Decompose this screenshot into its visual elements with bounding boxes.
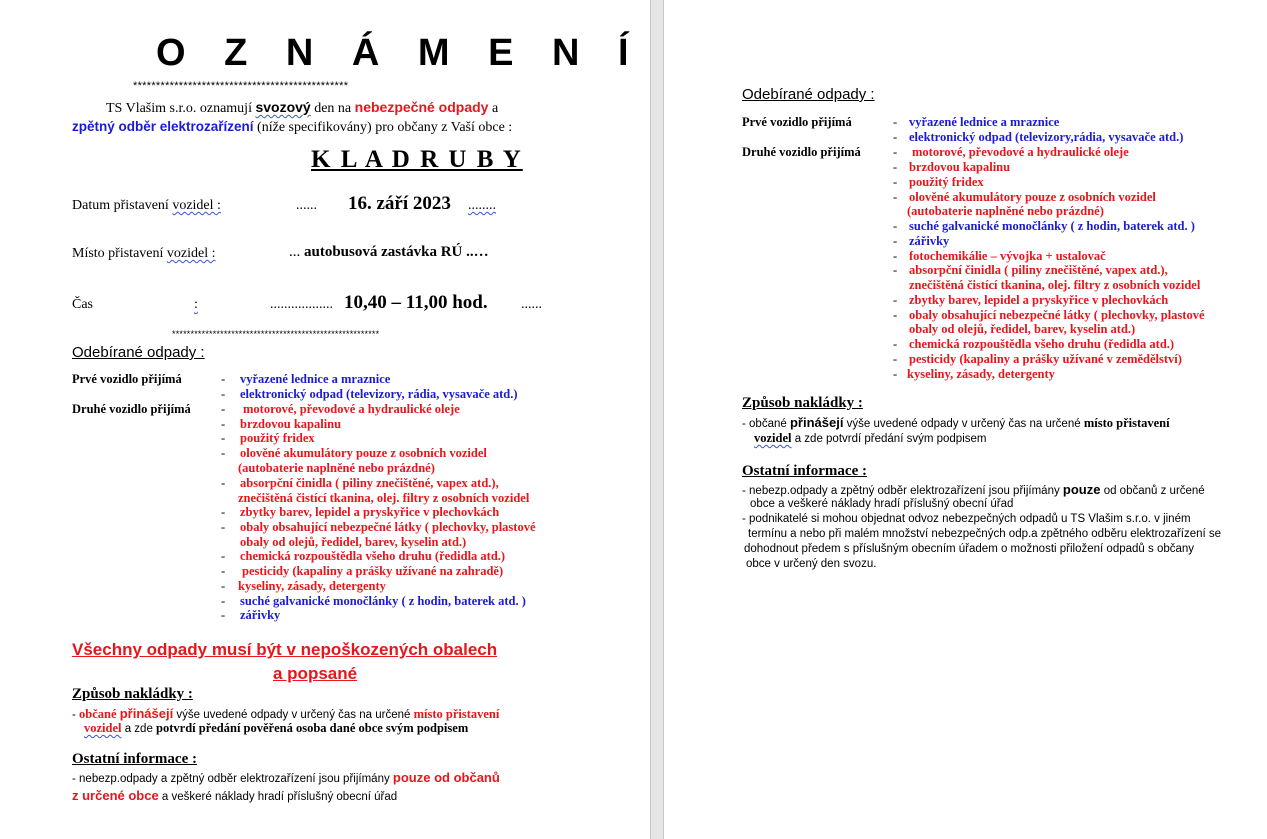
time-label: Čas: [72, 297, 93, 312]
list-item: kyseliny, zásady, detergenty: [907, 367, 1055, 381]
list-dash: -: [893, 145, 898, 159]
list-dash: -: [893, 115, 898, 129]
list-dash: -: [893, 175, 898, 189]
other-info-line-1: - nebezp.odpady a zpětný odběr elektrozařízení jsou přijímány pouze od občanů z určené: [742, 482, 1205, 497]
date-dots-after: ........: [468, 198, 496, 213]
list-item: olověné akumulátory pouze z osobních vozidel: [240, 446, 487, 460]
vehicle-1-label: Prvé vozidlo přijímá: [72, 372, 182, 386]
list-dash: -: [893, 367, 898, 381]
waste-heading: Odebírané odpady :: [72, 344, 205, 361]
star-divider-mid: ********************************************************: [172, 329, 380, 339]
date-value: 16. září 2023: [348, 193, 451, 214]
document-page-2: [664, 0, 1267, 839]
list-dash: -: [221, 446, 226, 460]
intro-line-2: zpětný odběr elektrozařízení (níže specifikovány) pro občany z Vaší obce :: [72, 119, 513, 135]
list-dash: -: [221, 372, 226, 386]
time-dots: ..................: [270, 297, 333, 312]
loading-heading: Způsob nakládky :: [742, 395, 863, 411]
list-item: elektronický odpad (televizory,rádia, vysavače atd.): [909, 130, 1184, 144]
other-info-heading: Ostatní informace :: [72, 751, 197, 767]
list-dash: -: [893, 308, 898, 322]
list-dash: -: [893, 352, 898, 366]
list-item: vyřazené lednice a mraznice: [240, 372, 391, 386]
warning-line-1: Všechny odpady musí být v nepoškozených obalech: [72, 640, 498, 659]
vehicle-2-label: Druhé vozidlo přijímá: [72, 402, 191, 416]
other-info-line-1: - nebezp.odpady a zpětný odběr elektrozařízení jsou přijímány pouze od občanů: [72, 770, 500, 785]
list-dash: -: [221, 476, 226, 490]
list-dash: -: [221, 594, 226, 608]
other-info-line-5: dohodnout předem s příslušným obecním úřadem o možnosti přiložení odpadů s občany: [744, 543, 1195, 555]
other-info-line-3: - podnikatelé si mohou objednat odvoz nebezpečných odpadů u TS Vlašim s.r.o. v jiném: [742, 513, 1191, 525]
place-value: ... autobusová zastávka RÚ ..…: [289, 244, 489, 260]
list-dash: -: [893, 249, 898, 263]
list-dash: -: [893, 160, 898, 174]
list-item: brzdovou kapalinu: [240, 417, 342, 431]
list-item: olověné akumulátory pouze z osobních vozidel: [909, 190, 1156, 204]
star-divider-top: ***********************************************: [133, 80, 349, 92]
list-item: kyseliny, zásady, detergenty: [238, 579, 386, 593]
list-dash: -: [893, 234, 898, 248]
list-item: (autobaterie naplněné nebo prázdné): [907, 204, 1104, 218]
other-info-line-2: obce a veškeré náklady hradí příslušný obecní úřad: [750, 498, 1014, 510]
list-item: zbytky barev, lepidel a pryskyřice v plechovkách: [909, 293, 1169, 307]
list-item: obaly obsahující nebezpečné látky ( plechovky, plastové: [909, 308, 1205, 322]
warning-line-2: a popsané: [273, 664, 358, 683]
list-dash: -: [221, 387, 226, 401]
loading-line-1: - občané přinášejí výše uvedené odpady v určený čas na určené místo přistavení: [72, 706, 500, 721]
page-gap: [650, 0, 664, 839]
vehicle-1-label: Prvé vozidlo přijímá: [742, 115, 852, 129]
list-item: suché galvanické monočlánky ( z hodin, baterek atd. ): [909, 219, 1195, 233]
list-item: znečištěná čistící tkanina, olej. filtry z osobních vozidel: [238, 491, 530, 505]
list-item: motorové, převodové a hydraulické oleje: [243, 402, 460, 416]
document-title: O Z N Á M E N Í: [156, 32, 643, 74]
loading-heading: Způsob nakládky :: [72, 686, 193, 702]
vehicle-2-label: Druhé vozidlo přijímá: [742, 145, 861, 159]
other-info-line-4: termínu a nebo při malém množství nebezpečných odp.a zpětného odběru elektrozařízení se: [748, 528, 1222, 540]
list-item: fotochemikálie – vývojka + ustalovač: [909, 249, 1106, 263]
list-dash: -: [221, 608, 226, 622]
list-dash: -: [893, 337, 898, 351]
other-info-heading: Ostatní informace :: [742, 463, 867, 479]
list-item: motorové, převodové a hydraulické oleje: [912, 145, 1129, 159]
list-dash: -: [893, 130, 898, 144]
list-item: použitý fridex: [240, 431, 315, 445]
list-dash: -: [221, 402, 226, 416]
list-dash: -: [893, 190, 898, 204]
list-item: pesticidy (kapaliny a prášky užívané v zemědělství): [909, 352, 1182, 366]
list-item: zbytky barev, lepidel a pryskyřice v plechovkách: [240, 505, 500, 519]
list-item: chemická rozpouštědla všeho druhu (ředidla atd.): [240, 549, 506, 563]
waste-heading: Odebírané odpady :: [742, 86, 875, 103]
list-item: zářivky: [909, 234, 950, 248]
list-dash: -: [221, 417, 226, 431]
list-item: zářivky: [240, 608, 281, 622]
list-item: použitý fridex: [909, 175, 984, 189]
list-item: suché galvanické monočlánky ( z hodin, baterek atd. ): [240, 594, 526, 608]
list-dash: -: [221, 579, 226, 593]
list-item: brzdovou kapalinu: [909, 160, 1011, 174]
list-dash: -: [893, 219, 898, 233]
list-item: vyřazené lednice a mraznice: [909, 115, 1060, 129]
loading-line-2: vozidel a zde potvrdí předání svým podpisem: [754, 431, 987, 445]
other-info-line-2: z určené obce a veškeré náklady hradí příslušný obecní úřad: [72, 788, 398, 803]
village-name: K L A D R U B Y: [311, 146, 523, 173]
list-item: absorpční činidla ( piliny znečištěné, vapex atd.),: [909, 263, 1168, 277]
time-colon: :: [194, 297, 198, 312]
list-dash: -: [893, 263, 898, 277]
place-label: Místo přistavení vozidel :: [72, 246, 216, 261]
list-dash: -: [221, 520, 226, 534]
list-item: obaly obsahující nebezpečné látky ( plechovky, plastové: [240, 520, 536, 534]
other-info-line-6: obce v určený den svozu.: [746, 558, 877, 570]
list-dash: -: [221, 549, 226, 563]
list-item: znečištěná čistící tkanina, olej. filtry z osobních vozidel: [909, 278, 1201, 292]
list-item: obaly od olejů, ředidel, barev, kyselin atd.): [240, 535, 467, 549]
list-item: chemická rozpouštědla všeho druhu (ředidla atd.): [909, 337, 1175, 351]
intro-line-1: TS Vlašim s.r.o. oznamují svozový den na nebezpečné odpady a: [106, 99, 499, 116]
list-item: elektronický odpad (televizory, rádia, vysavače atd.): [240, 387, 518, 401]
list-item: absorpční činidla ( piliny znečištěné, vapex atd.),: [240, 476, 499, 490]
loading-line-1: - občané přinášejí výše uvedené odpady v určený čas na určené místo přistavení: [742, 415, 1170, 430]
time-dots-after: ......: [521, 297, 542, 312]
date-dots: ......: [296, 198, 317, 213]
list-dash: -: [221, 505, 226, 519]
list-item: (autobaterie naplněné nebo prázdné): [238, 461, 435, 475]
list-dash: -: [893, 293, 898, 307]
list-dash: -: [221, 564, 226, 578]
time-value: 10,40 – 11,00 hod.: [344, 292, 488, 313]
loading-line-2: vozidel a zde potvrdí předání pověřená osoba dané obce svým podpisem: [84, 721, 469, 735]
list-item: pesticidy (kapaliny a prášky užívané na zahradě): [242, 564, 504, 578]
date-label: Datum přistavení vozidel :: [72, 198, 221, 213]
list-item: obaly od olejů, ředidel, barev, kyselin atd.): [909, 322, 1136, 336]
list-dash: -: [221, 431, 226, 445]
